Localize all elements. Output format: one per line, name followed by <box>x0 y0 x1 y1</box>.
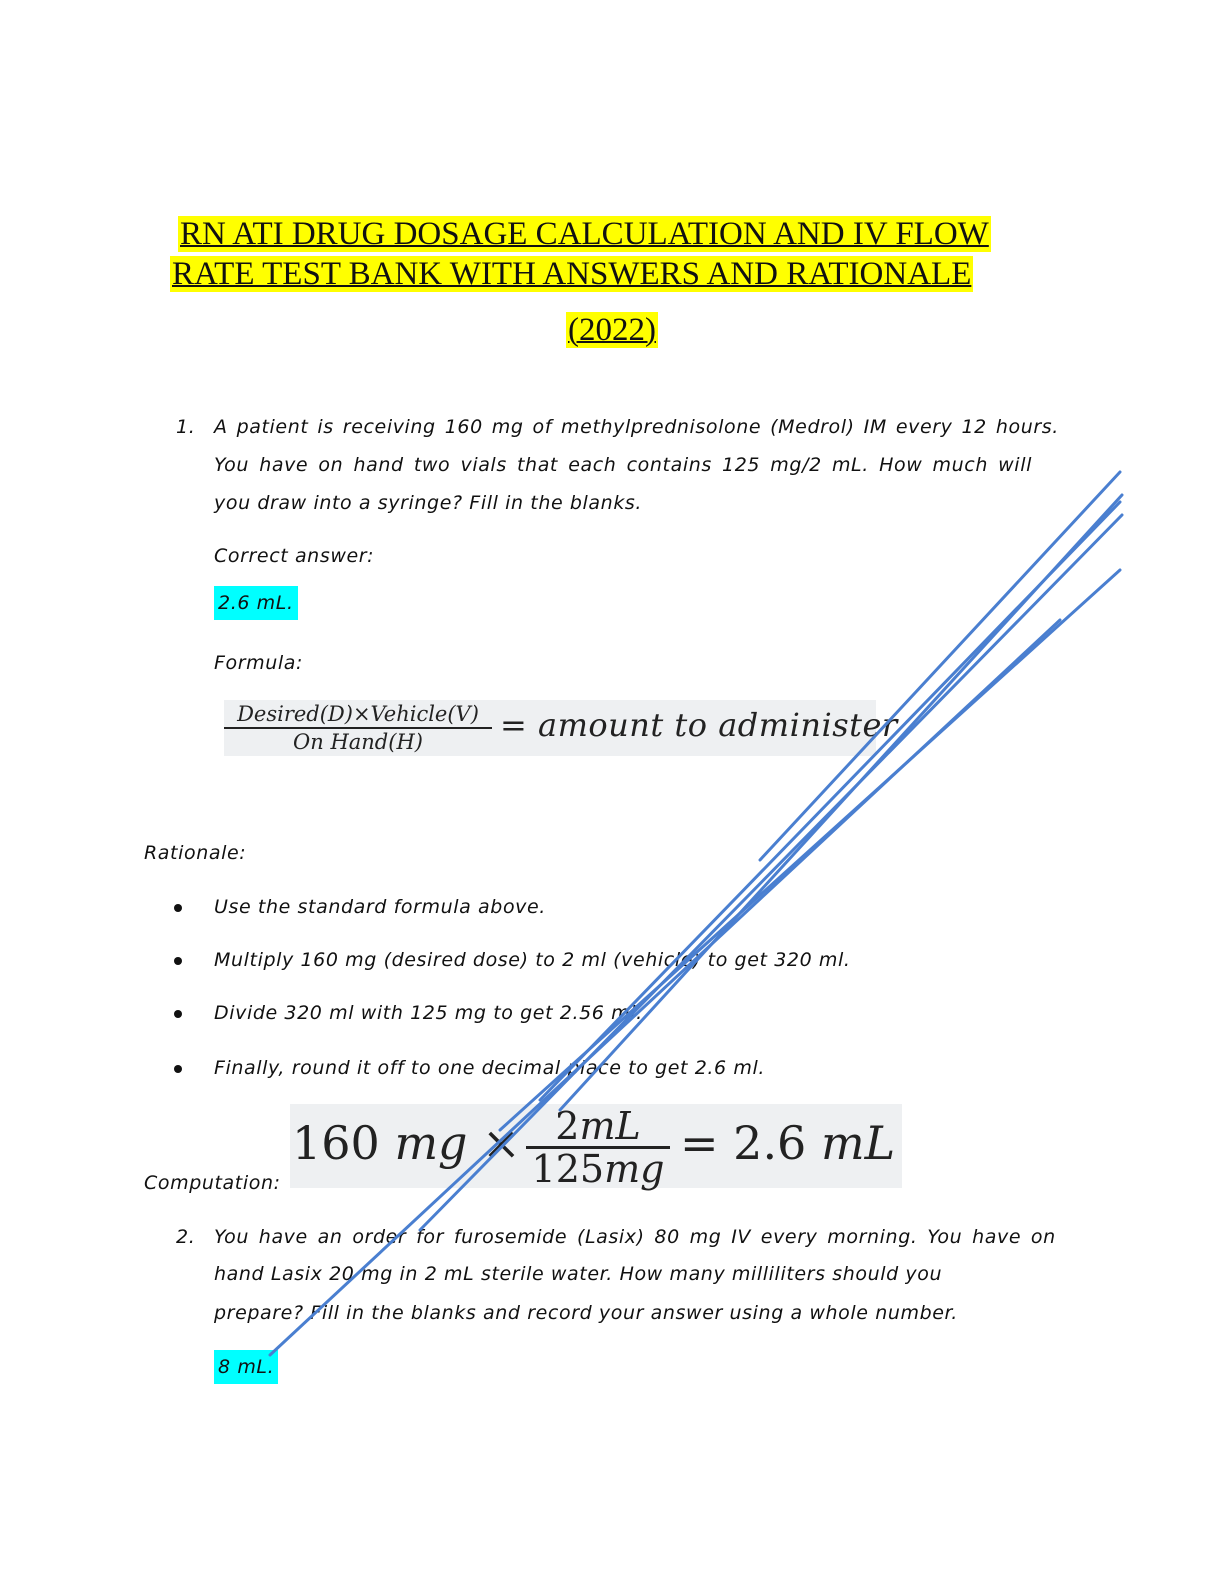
question-2-line-3: prepare? Fill in the blanks and record your answer using a whole number. <box>214 1302 958 1324</box>
word: (Medrol) <box>770 416 855 438</box>
word: will <box>998 454 1032 476</box>
word: You <box>214 454 249 476</box>
word: two <box>413 454 451 476</box>
bullet-dot <box>174 957 182 965</box>
title-year: (2022) <box>568 312 656 348</box>
word: You <box>927 1226 963 1248</box>
word: contains <box>626 454 712 476</box>
title-line-2: RATE TEST BANK WITH ANSWERS AND RATIONALE <box>172 256 972 292</box>
fraction-denominator: 125mg <box>531 1146 665 1191</box>
word: 160 <box>444 416 483 438</box>
computation-right <box>680 1116 895 1170</box>
word: every <box>760 1226 818 1248</box>
word: vials <box>460 454 507 476</box>
bullet-dot <box>174 904 182 912</box>
word: on <box>318 454 344 476</box>
rationale-bullet: Use the standard formula above. <box>214 896 546 918</box>
word: have <box>258 1226 308 1248</box>
question-2-line-2: hand Lasix 20 mg in 2 mL sterile water. How many milliliters should you <box>214 1263 943 1285</box>
computation-label: Computation: <box>144 1172 281 1194</box>
formula-numerator: Desired(D)×Vehicle(V) <box>237 702 479 726</box>
word: each <box>568 454 617 476</box>
word: 12 <box>961 416 987 438</box>
word: have <box>259 454 309 476</box>
computation-fraction <box>526 1106 670 1189</box>
word: an <box>317 1226 343 1248</box>
word: mg <box>491 416 524 438</box>
rationale-bullet: Finally, round it off to one decimal place to get 2.6 ml. <box>214 1057 765 1079</box>
computation-dose: 160 <box>292 1116 380 1170</box>
answer-1 <box>214 592 298 614</box>
answer-1-highlight: 2.6 mL. <box>214 586 298 620</box>
word: of <box>532 416 553 438</box>
word: mg/2 <box>770 454 822 476</box>
pen-stroke <box>500 570 1120 1130</box>
word: is <box>317 416 334 438</box>
word: A <box>214 416 228 438</box>
fraction-bar <box>224 727 492 729</box>
fraction-numerator: 2mL <box>555 1104 641 1148</box>
word: mL. <box>831 454 869 476</box>
word: morning. <box>827 1226 918 1248</box>
rationale-bullet: Multiply 160 mg (desired dose) to 2 ml (vehicle) to get 320 ml. <box>214 949 851 971</box>
word: much <box>932 454 988 476</box>
equals-sign: = <box>680 1116 719 1170</box>
correct-answer-label: Correct answer: <box>214 545 375 567</box>
word: furosemide <box>453 1226 568 1248</box>
computation-formula <box>290 1104 902 1191</box>
pen-stroke <box>560 495 1122 1110</box>
word: every <box>895 416 953 438</box>
word: How <box>879 454 923 476</box>
question-1-number: 1. <box>176 416 196 438</box>
word: 125 <box>722 454 761 476</box>
formula-denominator: On Hand(H) <box>293 729 423 754</box>
word: hours. <box>995 416 1059 438</box>
dosage-formula <box>224 700 898 756</box>
title-line-1: RN ATI DRUG DOSAGE CALCULATION AND IV FLOW <box>180 216 989 252</box>
word: on <box>1030 1226 1056 1248</box>
computation-left <box>292 1116 521 1170</box>
word: IM <box>863 416 887 438</box>
computation-result-unit: mL <box>820 1116 896 1170</box>
answer-2-highlight: 8 mL. <box>214 1350 278 1384</box>
word: You <box>214 1226 249 1248</box>
question-2-line-1 <box>214 1226 1056 1248</box>
question-2-number: 2. <box>176 1226 196 1248</box>
word: patient <box>236 416 309 438</box>
rationale-label: Rationale: <box>144 842 247 864</box>
word: mg <box>689 1226 722 1248</box>
word: (Lasix) <box>576 1226 645 1248</box>
formula-label: Formula: <box>214 652 304 674</box>
times-sign: × <box>482 1116 521 1170</box>
question-1-line-2 <box>214 454 1032 476</box>
question-1-line-3: you draw into a syringe? Fill in the blanks. <box>214 492 643 514</box>
answer-2 <box>214 1356 278 1378</box>
computation-dose-unit: mg <box>394 1116 468 1170</box>
rationale-bullet: Divide 320 ml with 125 mg to get 2.56 ml. <box>214 1002 643 1024</box>
formula-fraction <box>224 700 492 754</box>
word: receiving <box>342 416 436 438</box>
word: have <box>972 1226 1022 1248</box>
bullet-dot <box>174 1065 182 1073</box>
pen-stroke <box>760 472 1120 860</box>
word: that <box>517 454 558 476</box>
bullet-dot <box>174 1010 182 1018</box>
word: hand <box>353 454 404 476</box>
word: order <box>352 1226 407 1248</box>
computation-result: 2.6 <box>733 1116 807 1170</box>
formula-result: = amount to administer <box>500 706 898 744</box>
question-1-line-1 <box>214 416 1059 438</box>
word: 80 <box>654 1226 680 1248</box>
word: for <box>416 1226 445 1248</box>
word: IV <box>731 1226 751 1248</box>
word: methylprednisolone <box>561 416 762 438</box>
